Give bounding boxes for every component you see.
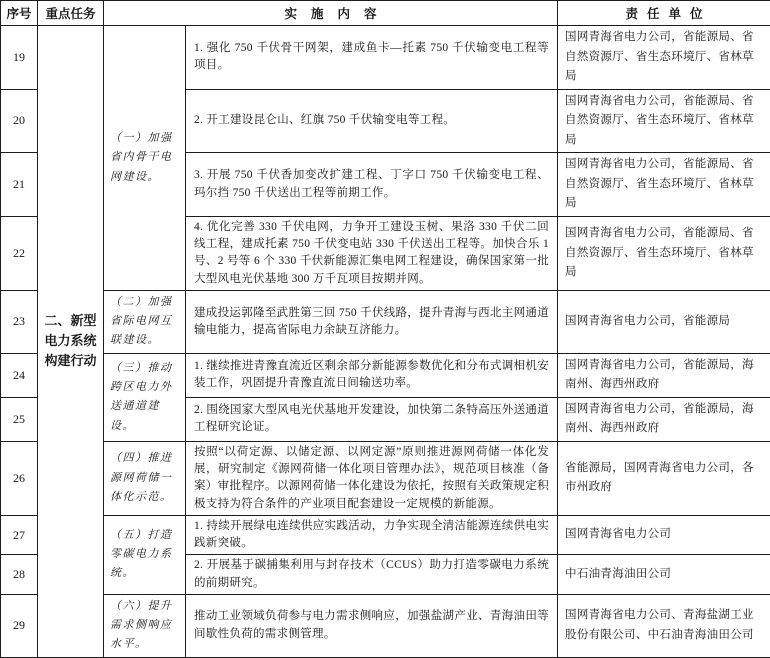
subtask-cell-3: （三）推动跨区电力外送通道建设。 (104, 353, 186, 441)
serial-cell: 27 (1, 515, 38, 555)
serial-cell: 21 (1, 153, 38, 217)
serial-cell: 24 (1, 353, 38, 397)
column-header-task: 重点任务 (38, 1, 104, 26)
table-row-26 (1, 441, 770, 515)
table-row-19 (1, 26, 770, 90)
content-cell: 推动工业领域负荷参与电力需求侧响应，加强盐湖产业、青海油田等间歇性负荷的需求侧管理。 (186, 594, 558, 657)
serial-cell: 26 (1, 441, 38, 515)
subtask-cell-4: （四）推进源网荷储一体化示范。 (104, 441, 186, 515)
serial-cell: 22 (1, 216, 38, 290)
content-cell: 2. 开展基于碳捕集利用与封存技术（CCUS）助力打造零碳电力系统的前期研究。 (186, 555, 558, 595)
table-row-23 (1, 290, 770, 353)
column-header-serial: 序号 (1, 1, 38, 26)
table-row-24 (1, 353, 770, 397)
serial-cell: 28 (1, 555, 38, 595)
column-header-content: 实施内容 (104, 1, 558, 26)
responsible-cell: 国网青海省电力公司，省能源局 (558, 290, 770, 353)
content-cell: 4. 优化完善 330 千伏电网，力争开工建设玉树、果洛 330 千伏二回线工程，建成托素 750 千伏变电站 330 千伏送出工程等。加快合乐 1 号、2 号等 6 个 330 千伏新能源汇集电网工程建设，确保国家第一批大型风电光伏基地 300 万千瓦项目按期并网。 (186, 216, 558, 290)
responsible-cell: 国网青海省电力公司，省能源局，海南州、海西州政府 (558, 353, 770, 397)
responsible-cell: 国网青海省电力公司，省能源局，海南州、海西州政府 (558, 397, 770, 441)
column-header-responsible: 责任单位 (558, 1, 770, 26)
serial-cell: 19 (1, 26, 38, 90)
serial-cell: 23 (1, 290, 38, 353)
responsible-cell: 国网青海省电力公司、青海盐湖工业股份有限公司、中石油青海油田公司 (558, 594, 770, 657)
content-cell: 按照“以荷定源、以储定源、以网定源”原则推进源网荷储一体化发展，研究制定《源网荷储一体化项目管理办法》，规范项目核准（备案）审批程序。以源网荷储一体化建设为依托，按照有关政策规定积极支持为符合条件的产业项目配套建设一定规模的新能源。 (186, 441, 558, 515)
responsible-cell: 国网青海省电力公司，省能源局、省自然资源厅、省生态环境厅、省林草局 (558, 26, 770, 90)
table-row-27 (1, 515, 770, 555)
content-cell: 1. 继续推进青豫直流近区剩余部分新能源参数优化和分布式调相机安装工作，巩固提升青豫直流日间输送功率。 (186, 353, 558, 397)
subtask-cell-5: （五）打造零碳电力系统。 (104, 515, 186, 594)
content-cell: 3. 开展 750 千伏香加变改扩建工程、丁字口 750 千伏输变电工程、玛尔挡 750 千伏送出工程等前期工作。 (186, 153, 558, 217)
responsible-cell: 国网青海省电力公司，省能源局、省自然资源厅、省生态环境厅、省林草局 (558, 216, 770, 290)
subtask-cell-6: （六）提升需求侧响应水平。 (104, 594, 186, 657)
table-row-29 (1, 594, 770, 657)
serial-cell: 25 (1, 397, 38, 441)
content-cell: 建成投运郭隆至武胜第三回 750 千伏线路，提升青海与西北主网通道输电能力，提高省际电力余缺互济能力。 (186, 290, 558, 353)
responsible-cell: 国网青海省电力公司 (558, 515, 770, 555)
subtask-cell-1: （一）加强省内骨干电网建设。 (104, 26, 186, 291)
responsible-cell: 国网青海省电力公司，省能源局、省自然资源厅、省生态环境厅、省林草局 (558, 89, 770, 153)
main-task-cell: 二、新型电力系统构建行动 (38, 26, 104, 658)
responsible-cell: 中石油青海油田公司 (558, 555, 770, 595)
responsible-cell: 省能源局，国网青海省电力公司，各市州政府 (558, 441, 770, 515)
header-row (1, 1, 770, 26)
subtask-cell-2: （二）加强省际电网互联建设。 (104, 290, 186, 353)
serial-cell: 29 (1, 594, 38, 657)
content-cell: 1. 持续开展绿电连续供应实践活动，力争实现全清洁能源连续供电实践新突破。 (186, 515, 558, 555)
content-cell: 2. 围绕国家大型风电光伏基地开发建设，加快第二条特高压外送通道工程研究论证。 (186, 397, 558, 441)
serial-cell: 20 (1, 89, 38, 153)
responsible-cell: 国网青海省电力公司，省能源局、省自然资源厅、省生态环境厅、省林草局 (558, 153, 770, 217)
content-cell: 1. 强化 750 千伏骨干网架，建成鱼卡—托素 750 千伏输变电工程等项目。 (186, 26, 558, 90)
content-cell: 2. 开工建设昆仑山、红旗 750 千伏输变电等工程。 (186, 89, 558, 153)
